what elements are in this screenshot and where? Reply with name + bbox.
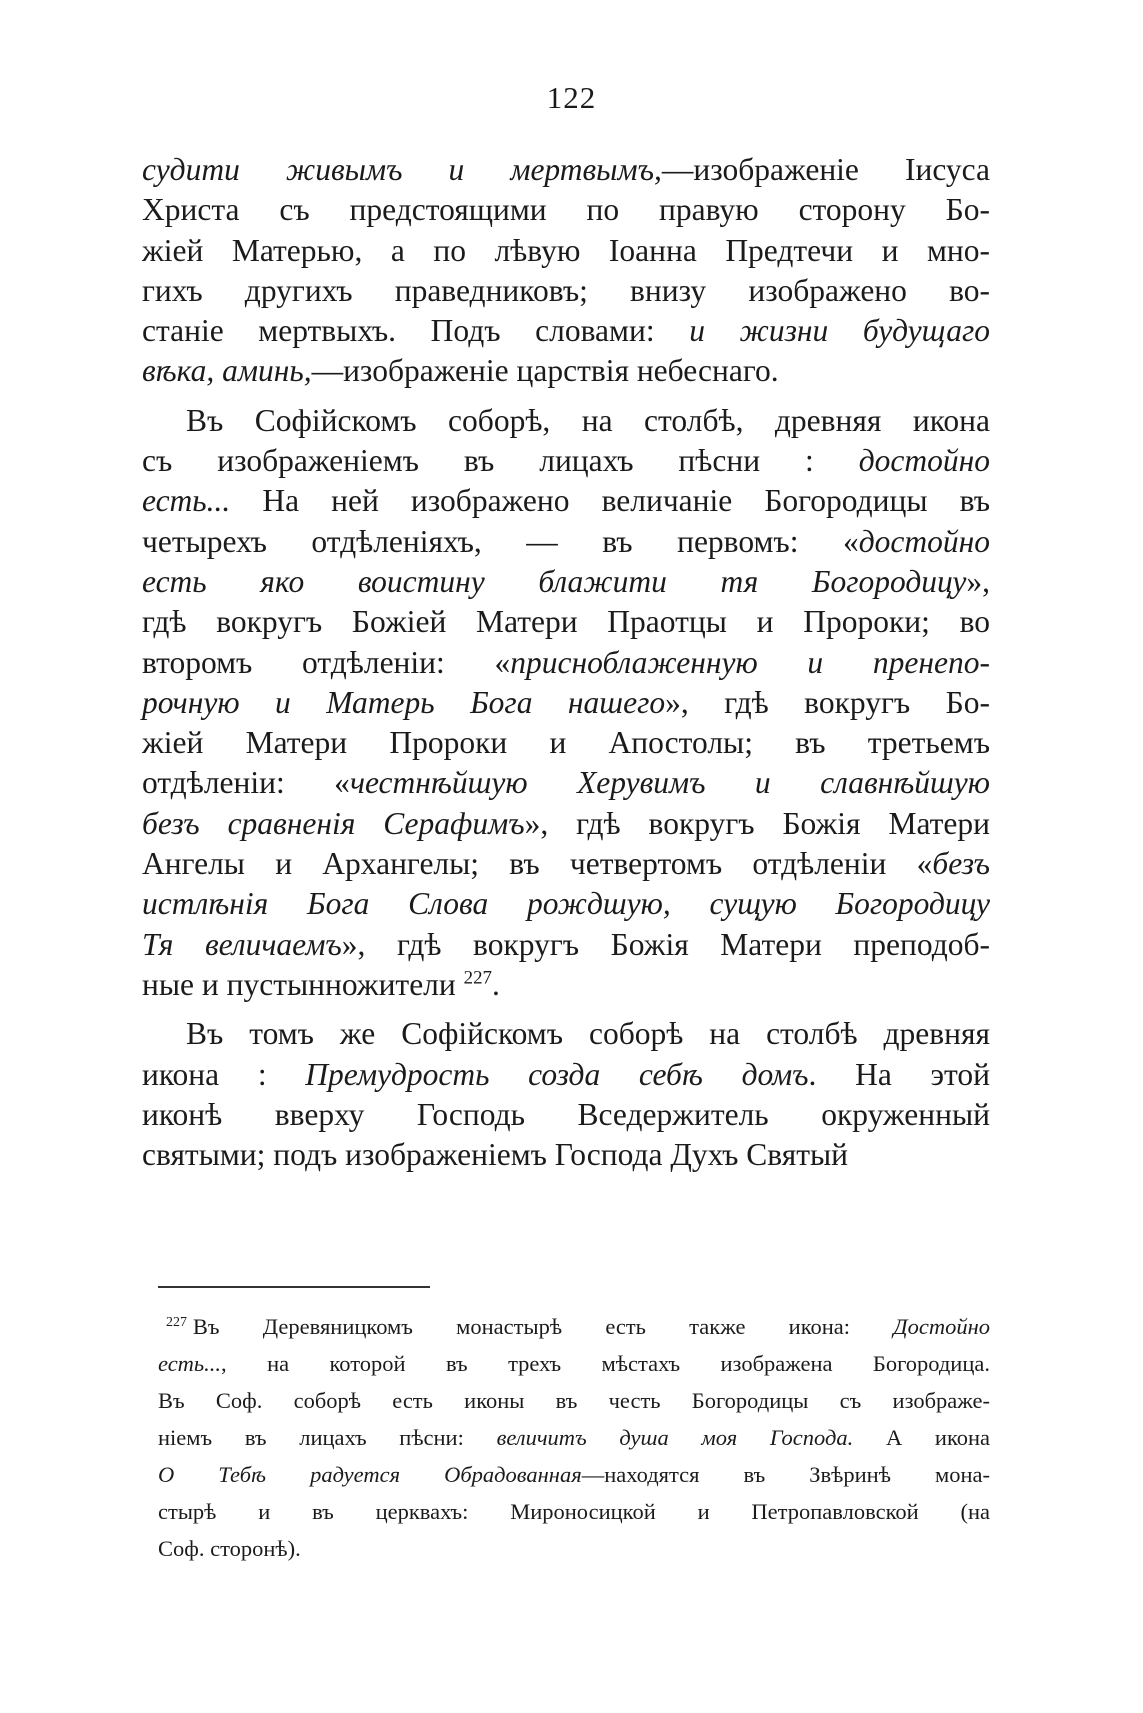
main-line <box>142 804 990 844</box>
text-segment: икона : <box>142 1056 306 1092</box>
main-line <box>142 481 990 521</box>
italic-text: истлѣнія Бога Слова рождшую, сущую Богородицу <box>142 886 990 922</box>
main-line <box>142 643 990 683</box>
italic-text: присноблаженную и пренепо- <box>510 644 990 680</box>
main-line <box>142 1055 990 1095</box>
main-line <box>142 401 990 441</box>
italic-text: достойно <box>858 523 990 559</box>
main-line <box>142 190 990 230</box>
text-segment: Въ Деревяницкомъ монастырѣ есть также икона: <box>192 1314 894 1339</box>
footnote-line <box>158 1382 990 1419</box>
italic-text: и жизни будущаго <box>689 313 991 349</box>
italic-text: Премудрость созда себѣ домъ <box>305 1056 809 1092</box>
text-segment: », гдѣ вокругъ Бо- <box>665 684 990 720</box>
footnote <box>158 1308 990 1567</box>
text-segment: станіе мертвыхъ. Подъ словами: <box>142 313 690 349</box>
text-segment: второмъ отдѣленіи: « <box>142 644 511 680</box>
text-segment: —находятся въ Звѣринѣ мона- <box>581 1462 990 1487</box>
text-segment: —изображеніе царствія небеснаго. <box>311 353 779 389</box>
footnote-line <box>158 1530 990 1567</box>
text-segment: », гдѣ вокругъ Божія Матери <box>524 805 990 841</box>
italic-text: есть... <box>158 1351 222 1376</box>
footnote-line <box>158 1456 990 1493</box>
main-line <box>142 884 990 924</box>
text-segment: гдѣ вокругъ Божіей Матери Праотцы и Пророки; во <box>142 604 990 640</box>
main-line <box>142 1014 990 1054</box>
text-segment: Христа съ предстоящими по правую сторону Бо- <box>142 192 990 228</box>
footnote-line <box>158 1308 990 1345</box>
text-segment: , на которой въ трехъ мѣстахъ изображена Богородица. <box>221 1351 990 1376</box>
text-segment: Соф. сторонѣ). <box>158 1536 301 1561</box>
italic-text: есть... <box>142 483 231 519</box>
main-line <box>142 150 990 190</box>
main-line <box>142 1095 990 1135</box>
footnote-marker: 227 <box>166 1315 187 1331</box>
main-line <box>142 231 990 271</box>
text-segment: ные и пустынножители <box>142 966 464 1002</box>
italic-text: величитъ душа моя Господа. <box>496 1425 854 1450</box>
text-segment: Въ Соф. соборѣ есть иконы въ честь Богородицы съ изображе- <box>158 1388 990 1413</box>
italic-text: безъ <box>932 846 990 882</box>
text-segment: Въ томъ же Софійскомъ соборѣ на столбѣ древняя <box>186 1016 990 1052</box>
main-line <box>142 1135 990 1175</box>
text-segment: гихъ другихъ праведниковъ; внизу изображено во- <box>142 272 990 308</box>
italic-text: честнѣйшую Херувимъ и славнѣйшую <box>349 765 990 801</box>
footnote-reference: 227 <box>463 967 492 989</box>
text-segment: святыми; подъ изображеніемъ Господа Духъ Святый <box>142 1137 849 1173</box>
main-line <box>142 271 990 311</box>
main-line <box>142 602 990 642</box>
main-line <box>142 562 990 602</box>
main-line <box>142 311 990 351</box>
text-segment: », гдѣ вокругъ Божія Матери преподоб- <box>341 926 990 962</box>
italic-text: Тя величаемъ <box>142 926 342 962</box>
italic-text: вѣка, аминь, <box>142 353 312 389</box>
main-line <box>142 965 990 1005</box>
footnote-line <box>158 1419 990 1456</box>
text-segment: съ изображеніемъ въ лицахъ пѣсни : <box>142 443 859 479</box>
main-line <box>142 723 990 763</box>
italic-text: О Тебѣ радуется Обрадованная <box>158 1462 582 1487</box>
text-segment: Въ Софійскомъ соборѣ, на столбѣ, древняя икона <box>186 402 990 438</box>
text-segment: —изображеніе Іисуса <box>661 152 990 187</box>
main-text <box>142 150 990 1175</box>
italic-text: судити живымъ и мертвымъ, <box>142 152 662 187</box>
main-line <box>142 683 990 723</box>
text-segment: А икона <box>853 1425 991 1450</box>
italic-text: достойно <box>858 443 990 479</box>
text-segment: . <box>491 966 500 1002</box>
italic-text: рочную и Матерь Бога нашего <box>142 684 666 720</box>
text-segment: жіей Матерью, а по лѣвую Іоанна Предтечи и мно- <box>142 232 990 268</box>
text-segment: На ней изображено величаніе Богородицы въ <box>230 483 990 519</box>
text-segment: », <box>966 563 990 599</box>
footnote-divider <box>158 1286 430 1288</box>
text-segment: Ангелы и Архангелы; въ четвертомъ отдѣленіи « <box>142 846 933 882</box>
italic-text: Достойно <box>893 1314 990 1339</box>
text-segment: отдѣленіи: « <box>142 765 350 801</box>
text-segment: жіей Матери Пророки и Апостолы; въ третьемъ <box>142 725 990 761</box>
italic-text: безъ сравненія Серафимъ <box>142 805 525 841</box>
main-line <box>142 763 990 803</box>
main-line <box>142 351 990 391</box>
main-line <box>142 441 990 481</box>
main-line <box>142 844 990 884</box>
footnote-line <box>158 1345 990 1382</box>
text-segment: стырѣ и въ церквахъ: Мироносицкой и Петропавловской (на <box>158 1499 990 1524</box>
main-line <box>142 925 990 965</box>
text-segment: иконѣ вверху Господь Вседержитель окруженный <box>142 1096 990 1132</box>
text-segment: . На этой <box>808 1056 990 1092</box>
text-segment: ніемъ въ лицахъ пѣсни: <box>158 1425 497 1450</box>
footnote-line <box>158 1493 990 1530</box>
page-number: 122 <box>546 80 597 115</box>
italic-text: есть яко воистину блажити тя Богородицу <box>142 563 967 599</box>
text-segment: четырехъ отдѣленіяхъ, — въ первомъ: « <box>142 523 859 559</box>
main-line <box>142 522 990 562</box>
